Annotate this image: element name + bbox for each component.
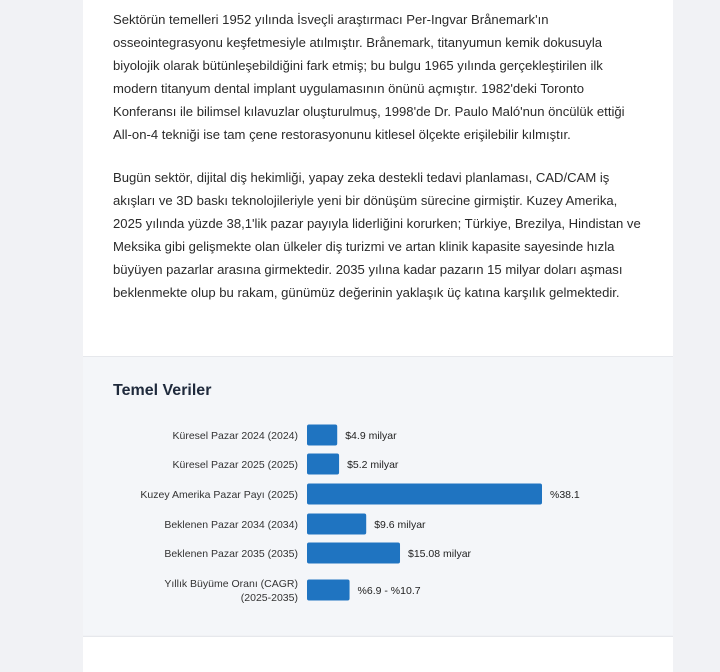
article-paragraph-2: Bugün sektör, dijital diş hekimliği, yapay zeka destekli tedavi planlaması, CAD/CAM iş akışları ve 3D baskı teknolojileriyle yeni bir dönüşüm sürecine girmiştir. Kuzey Amerika, 2025 yılında yüzde 38,1'lik pazar payıyla liderliğini korurken; Türkiye, Brezilya, Hindistan ve Meksika gibi gelişmekte olan ülkeler diş turizmi ve artan klinik kapasite sayesinde hızla büyüyen pazarlar arasına girmektedir. 2035 yılına kadar pazarın 15 milyar doları aşması beklenmekte olup bu rakam, günümüz değerinin yaklaşık üç katına karşılık gelmektedir. [113, 170, 641, 300]
article-paragraph-1: Sektörün temelleri 1952 yılında İsveçli araştırmacı Per-Ingvar Brånemark'ın osseointegrasyonu keşfetmesiyle atılmıştır. Brånemark, titanyumun kemik dokusuyla biyolojik olarak bütünleşebildiğini fark etmiş; bu bulgu 1965 yılında gerçekleştirilen ilk modern titanyum dental implant uygulamasının önünü açmıştır. 1982'deki Toronto Konferansı ile bilimsel kılavuzlar oluşturulmuş, 1998'de Dr. Paulo Maló'nun öncülük ettiği All-on-4 tekniği ise tam çene restorasyonunu kitlesel ölçekte erişilebilir kılmıştır. [113, 12, 625, 142]
bar [307, 580, 350, 601]
value-label: $4.9 milyar [345, 430, 397, 442]
category-label: Küresel Pazar 2025 (2025) [172, 459, 298, 471]
category-label: Küresel Pazar 2024 (2024) [172, 430, 298, 442]
category-label: Yıllık Büyüme Oranı (CAGR) (2025-2035) [164, 578, 298, 604]
article-card [83, 0, 673, 357]
value-label: $9.6 milyar [374, 519, 426, 531]
key-data-bar-chart [83, 357, 673, 635]
article-body [113, 8, 645, 324]
bar [307, 425, 337, 446]
next-card [83, 636, 673, 672]
category-label: Beklenen Pazar 2035 (2035) [164, 548, 298, 560]
section-title: Temel Veriler [113, 382, 212, 399]
bar [307, 514, 366, 535]
value-label: %38.1 [550, 489, 580, 501]
bar [307, 484, 542, 505]
category-label: Beklenen Pazar 2034 (2034) [164, 519, 298, 531]
value-label: %6.9 - %10.7 [357, 585, 421, 597]
bar [307, 543, 400, 564]
value-label: $15.08 milyar [408, 548, 472, 560]
category-label: Kuzey Amerika Pazar Payı (2025) [140, 489, 298, 501]
value-label: $5.2 milyar [347, 459, 399, 471]
key-data-section [83, 357, 673, 635]
bar [307, 454, 339, 475]
